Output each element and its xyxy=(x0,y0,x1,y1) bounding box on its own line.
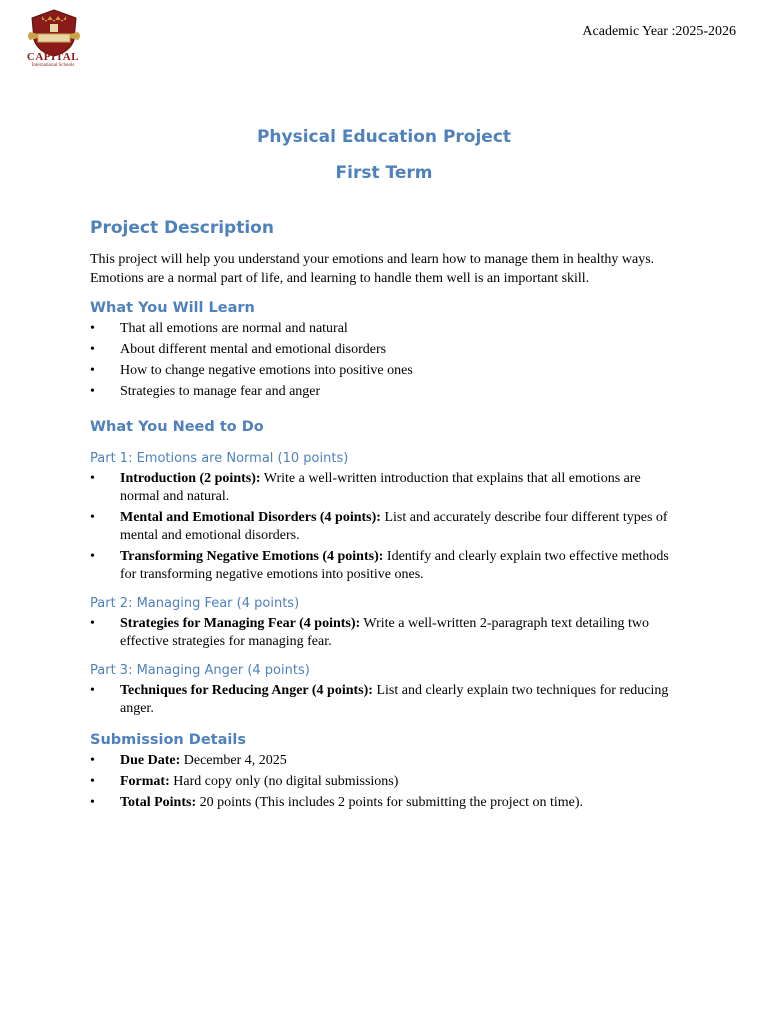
logo-name: CAPITAL xyxy=(26,51,80,63)
item-text: Write a well-written 2-paragraph text detailing two effective strategies for managing fear. xyxy=(120,616,649,649)
bullet-icon: • xyxy=(90,321,95,336)
bullet-icon: • xyxy=(90,363,95,378)
bullet-icon: • xyxy=(90,549,95,564)
part1-list xyxy=(90,470,680,584)
document-body xyxy=(90,218,680,820)
item-text: Hard copy only (no digital submissions) xyxy=(169,774,399,789)
item-text: 20 points (This includes 2 points for submitting the project on time). xyxy=(196,795,584,810)
learn-heading: What You Will Learn xyxy=(90,300,255,316)
learn-item: About different mental and emotional disorders xyxy=(120,342,387,357)
part2-heading: Part 2: Managing Fear (4 points) xyxy=(90,596,300,611)
bullet-icon: • xyxy=(90,510,95,525)
document-title: Physical Education Project xyxy=(256,127,512,147)
item-label: Format: xyxy=(120,774,170,789)
list-item xyxy=(90,341,680,359)
logo-wordmark xyxy=(24,52,82,69)
item-label: Total Points: xyxy=(120,795,197,810)
item-label: Mental and Emotional Disorders (4 points): xyxy=(120,510,381,525)
part2-list xyxy=(90,615,680,651)
item-label: Strategies for Managing Fear (4 points): xyxy=(120,616,361,631)
item-label: Transforming Negative Emotions (4 points): xyxy=(120,549,384,564)
list-item xyxy=(90,383,680,401)
project-description-text: This project will help you understand your emotions and learn how to manage them in healthy ways. Emotions are a normal part of life, and learning to handle them well is an important skill. xyxy=(90,252,655,286)
bullet-icon: • xyxy=(90,471,95,486)
list-item xyxy=(90,794,680,812)
list-item xyxy=(90,548,680,584)
item-text: December 4, 2025 xyxy=(180,753,287,768)
bullet-icon: • xyxy=(90,616,95,631)
bullet-icon: • xyxy=(90,774,95,789)
learn-list xyxy=(90,320,680,401)
item-label: Techniques for Reducing Anger (4 points): xyxy=(120,683,373,698)
logo-subtitle: International Schools xyxy=(31,63,75,68)
item-label: Introduction (2 points): xyxy=(120,471,261,486)
item-text: List and accurately describe four different types of mental and emotional disorders. xyxy=(120,510,668,543)
bullet-icon: • xyxy=(90,683,95,698)
learn-item: Strategies to manage fear and anger xyxy=(120,384,321,399)
learn-item: That all emotions are normal and natural xyxy=(120,321,348,336)
item-text: Identify and clearly explain two effective methods for transforming negative emotions into positive ones. xyxy=(120,549,669,582)
learn-item: How to change negative emotions into positive ones xyxy=(120,363,413,378)
document-subtitle: First Term xyxy=(335,163,433,183)
part3-list xyxy=(90,682,680,718)
academic-year: Academic Year :2025-2026 xyxy=(582,24,736,39)
bullet-icon: • xyxy=(90,384,95,399)
list-item xyxy=(90,682,680,718)
item-text: Write a well-written introduction that explains that all emotions are normal and natural. xyxy=(120,471,641,504)
bullet-icon: • xyxy=(90,342,95,357)
list-item xyxy=(90,752,680,770)
list-item xyxy=(90,773,680,791)
part3-heading: Part 3: Managing Anger (4 points) xyxy=(90,663,310,678)
submission-heading: Submission Details xyxy=(90,732,246,748)
list-item xyxy=(90,509,680,545)
bullet-icon: • xyxy=(90,795,95,810)
item-label: Due Date: xyxy=(120,753,181,768)
part1-heading: Part 1: Emotions are Normal (10 points) xyxy=(90,451,349,466)
submission-list xyxy=(90,752,680,812)
list-item xyxy=(90,470,680,506)
item-text: List and clearly explain two techniques for reducing anger. xyxy=(120,683,669,716)
list-item xyxy=(90,615,680,651)
list-item xyxy=(90,320,680,338)
project-description-heading: Project Description xyxy=(90,218,274,238)
bullet-icon: • xyxy=(90,753,95,768)
list-item xyxy=(90,362,680,380)
todo-heading: What You Need to Do xyxy=(90,419,264,435)
